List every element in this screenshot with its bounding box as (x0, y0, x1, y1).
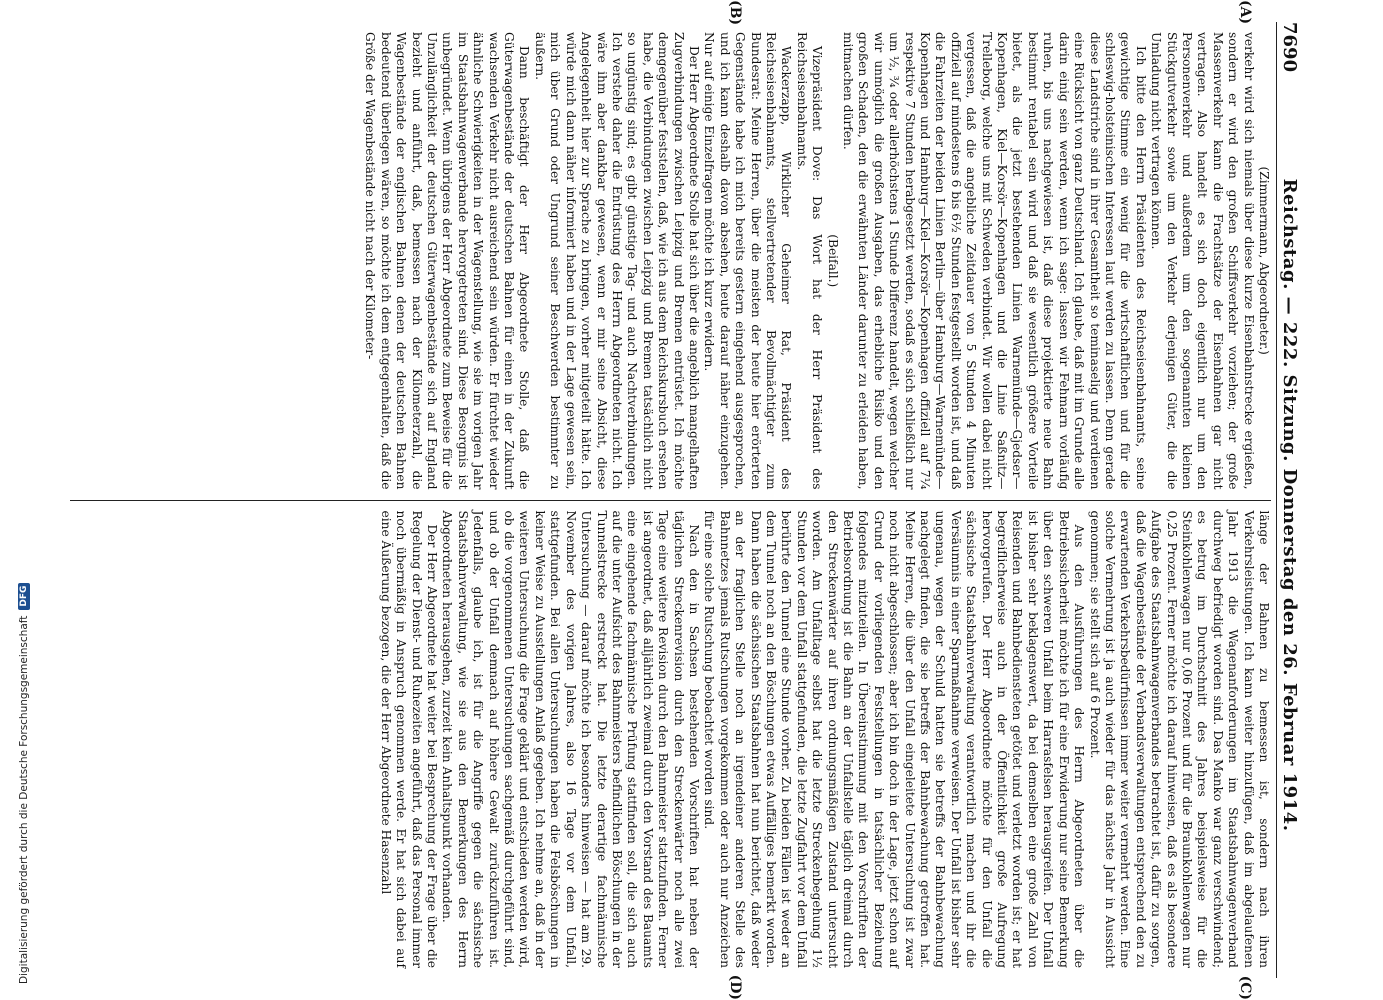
page-header (1276, 22, 1303, 978)
applause-note: (Beifall.) (825, 234, 840, 288)
speaker-attribution: (Zimmermann, Abgeordneter.) (1257, 166, 1271, 355)
digitization-credit (16, 0, 32, 1000)
paragraph: Der Herr Abgeordnete hat weiter bei Besprechung der Frage über die Regelung der Dienst- und Ruhezeiten angeführt, daß das Personal immer noch übermäßig in Anspruch genommen werde. Er hat sich dabei auf eine Äußerung bezogen, die der Herr Abgeordnete Hasenzahl (378, 510, 440, 968)
dfg-logo: DFG (18, 583, 30, 610)
margin-mark-a: (A) (1237, 0, 1253, 25)
margin-mark-d: (D) (727, 974, 743, 1000)
paragraph: Vizepräsident Dove: Das Wort hat der Herr Präsident des Reichseisenbahnamts. (794, 32, 825, 490)
right-column (70, 501, 1271, 979)
text-columns (70, 22, 1271, 978)
paragraph: Nach den in Sachsen bestehenden Vorschriften hat neben der täglichen Streckenrevision durch den Streckenwärter noch alle zwei Tage eine weitere Revision durch den Bahnmeister stattzufinden. Ferner ist angeordnet, daß alljährlich zweimal durch den Vorstand des Bauamts eine eingehende fachmännische Prüfung stattfinden soll, die sich auch auf die unter Aufsicht des Bahnmeisters befindlichen Böschungen in der Tunnelstrecke erstreckt hat. Die letzte derartige fachmännische Untersuchung — darauf möchte ich besonders hinweisen — hat am 29. November des vorigen Jahres, also 16 Tage vor dem Unfall, stattgefunden. Bei allen Untersuchungen haben die Felsböschungen in keiner Weise zu Ausstellungen Anlaß gegeben. Ich nehme an, daß in der weiteren Untersuchung die Frage geklärt und entschieden werden wird, ob die vorgenommenen Untersuchungen sachgemäß durchgeführt sind, und ob der Unfall demnach auf höhere Gewalt zurückzuführen ist. Jedenfalls, glaube ich, ist für die Angriffe gegen die sächsische Staatsbahnverwaltung, wie sie aus den Bemerkungen des Herrn Abgeordneten herausgehen, zurzeit kein Anhaltspunkt vorhanden. (440, 510, 701, 968)
page-number: 7690 (1279, 22, 1301, 73)
margin-mark-b: (B) (727, 0, 743, 26)
paragraph: Dann beschäftigt der Herr Abgeordnete Stolle, daß die Güterwagenbestände der deutschen Bahnen für einen in der Zukunft wachsenden Verkehr nicht ausreichend sein würden. Er fürchtet wieder ähnliche Schwierigkeiten in der Wagenstellung, wie sie im vorigen Jahr im Staatsbahnwagenverbande hervorgetreten sind. Diese Besorgnis ist unbegründet. Wenn übrigens der Herr Abgeordnete zum Beweise für die Unzulänglichkeit der deutschen Güterwagenbestände sich auf England bezieht und anführt, daß, bemessen nach der Kilometerzahl, die Wagenbestände der englischen Bahnen denen der deutschen Bahnen bedeutend überlegen wären, so möchte ich dem entgegenhalten, daß die Größe der Wagenbestände nicht nach der Kilometer- (363, 32, 532, 490)
credit-text: Digitalisierung gefördert durch die Deutsche Forschungsgemeinschaft (18, 615, 30, 984)
paragraph: Der Herr Abgeordnete Stolle hat sich über die angeblich mangelhaften Zugverbindungen zwischen Leipzig und Bremen entrüstet. Ich möchte demgegenüber feststellen, daß, wie ich aus dem Reichskursbuch ersehen habe, die Verbindungen zwischen Leipzig und Bremen tatsächlich nicht so ungünstig sind; es gibt günstige Tag- und auch Nachtverbindungen. Ich verstehe daher die Entrüstung des Herrn Abgeordneten nicht. Ich wäre ihm aber dankbar gewesen, wenn er mir seine Absicht, diese Angelegenheit hier zur Sprache zu bringen, vorher mitgeteilt hätte. Ich würde mich dann näher informiert haben und in der Lage gewesen sein, mich über Grund oder Ungrund seiner Beschwerden bestimmter zu äußern. (532, 32, 701, 490)
paragraph: Wackerzapp, Wirklicher Geheimer Rat, Präsident des Reichseisenbahnamts, stellvertretender Bevollmächtigter zum Bundesrat: Meine Herren, über die meisten der heute hier erörterten Gegenstände habe ich mich bereits gestern eingehend ausgesprochen, und ich kann deshalb davon absehen, heute darauf näher einzugehen. Nur auf einige Einzelfragen möchte ich kurz erwidern. (702, 32, 794, 490)
margin-mark-c: (C) (1237, 975, 1253, 1000)
page-title: Reichstag. — 222. Sitzung. Donnerstag den 26. Februar 1914. (1279, 178, 1301, 832)
paragraph: Aus den Ausführungen des Herrn Abgeordneten über die Betriebssicherheit möchte ich für eine Erwiderung nur seine Bemerkung über den schweren Unfall beim Harrasfelsen herausgreifen. Der Unfall ist bisher sehr beklagenswert, da bei demselben eine große Zahl von Reisenden und Bahnbediensteten getötet und verletzt worden ist; er hat begreiflicherweise auch in der Öffentlichkeit große Aufregung hervorgerufen. Der Herr Abgeordnete möchte für den Unfall die sächsische Staatsbahnverwaltung verantwortlich machen und ihr die Versäumnis in einer Sparmaßnahme verweisen. Der Unfall ist bisher sehr ungenau, wegen der Schuld hatten sie betreffs der Bahnbewachung nachgelegt finden, die sie betreffs der Bahnbewachung getroffen hat. Meine Herren, die über den Unfall eingeleitete Untersuchung ist zwar noch nicht abgeschlossen; aber ich bin doch in der Lage, jetzt schon auf Grund der vorliegenden Feststellungen in tatsächlicher Beziehung folgendes mitzuteilen. In Übereinstimmung mit den Vorschriften der Betriebsordnung ist die Bahn an der Unfallstelle täglich dreimal durch den Streckenwärter auf ihren ordnungsmäßigen Zustand untersucht worden. Am Unfalltage selbst hat die letzte Streckenbegehung 1½ Stunden vor dem Unfall stattgefunden, die letzte Zugfahrt vor dem Unfall berührte den Tunnel eine Stunde vorher. Zu beiden Fällen ist weder an dem Tunnel noch an den Böschungen etwas Auffälliges bemerkt worden. Dann haben die sächsischen Staatsbahnen hat nun berichtet, daß weder an der fraglichen Stelle noch an irgendeiner anderen Stelle des Bahnnetzes jemals Rutschungen vorgekommen oder auch nur Anzeichen für eine solche Rutschung beobachtet worden sind. (702, 510, 1087, 968)
left-column (70, 22, 1271, 500)
paragraph: länge der Bahnen zu bemessen ist, sondern nach ihren Verkehrsleistungen. Ich kann weiter hinzufügen, daß im abgelaufenen Jahr 1913 die Wagenanforderungen im Staatsbahnwagenverband durchweg befriedigt worden sind. Das Manko war ganz verschwindend; es betrug im Durchschnitt des Jahres beispielsweise für die Steinkohlenwagen nur 0,06 Prozent und für die Braunkohlenwagen nur 0,25 Prozent. Ferner möchte ich darauf hinweisen, daß es als besondere Aufgabe des Staatsbahnwagenverbandes betrachtet ist, dafür zu sorgen, daß die Wagenbestände der Verbandsverwaltungen entsprechend den zu erwartenden Verkehrsbedürfnissen immer weiter vermehrt werden. Eine solche Vermehrung ist ja auch wieder für das nächste Jahr in Aussicht genommen; sie stellt sich auf 6 Prozent. (1087, 510, 1271, 968)
paragraph: verkehr wird sich niemals über diese kurze Eisenbahnstrecke ergießen, sondern er wird den großen Schiffsverkehr vorziehen; der große Massenverkehr kann die Frachtsätze der Eisenbahnen gar nicht vertragen. Also handelt es sich doch eigentlich nur um den Personenverkehr und außerdem um den sogenannten kleinen Stückgutverkehr sowie um den Verkehr derjenigen Güter, die die Umladung nicht vertragen können. (1149, 32, 1256, 490)
paragraph: Ich bitte den Herrn Präsidenten des Reichseisenbahnamts, seine gewichtige Stimme ein wenig für die wirtschaftlichen und für die schleswig-holsteinischen Interessen laut werden zu lassen. Denn gerade diese Landstriche sind in ihrer Gesamtheit so teminaselig und verdienen eine Rücksicht von ganz Deutschland. Ich glaube, daß mit im Grunde alle darin einig sein werden, wenn ich sage: lassen wir Fehmarn vorläufig ruhen, bis uns nachgewiesen ist, daß diese projektierte neue Bahn bestimmt rentabel sein wird und daß sie wesentlich größere Vorteile bietet, als die jetzt bestehenden Linien Warnemünde—Gjedser—Kopenhagen, Kiel—Korsör—Kopenhagen und die Linie Saßnitz—Trelleborg, welche uns mit Schweden verbindet. Wir wollen dabei nicht vergessen, daß die angebliche Zeitdauer von 5 Stunden 4 Minuten offiziell auf mindestens 6 bis 6½ Stunden festgestellt worden ist, und daß die Fahrzeiten der beiden Linien Berlin—über Hamburg—Warnemünde—Kopenhagen und Hamburg—Kiel—Korsör—Kopenhagen offiziell auf 7¼ respektive 7 Stunden herabgesetzt werden, sodaß es sich schließlich nur um ½, ¾ oder allerhöchstens 1 Stunde Differenz handelt, wegen welcher wir unmöglich die großen Ausgaben, das erhebliche Risiko und den großen Schaden, den die erwähnten Länder darunter zu erleiden haben, mitmachen dürfen. (841, 32, 1148, 490)
